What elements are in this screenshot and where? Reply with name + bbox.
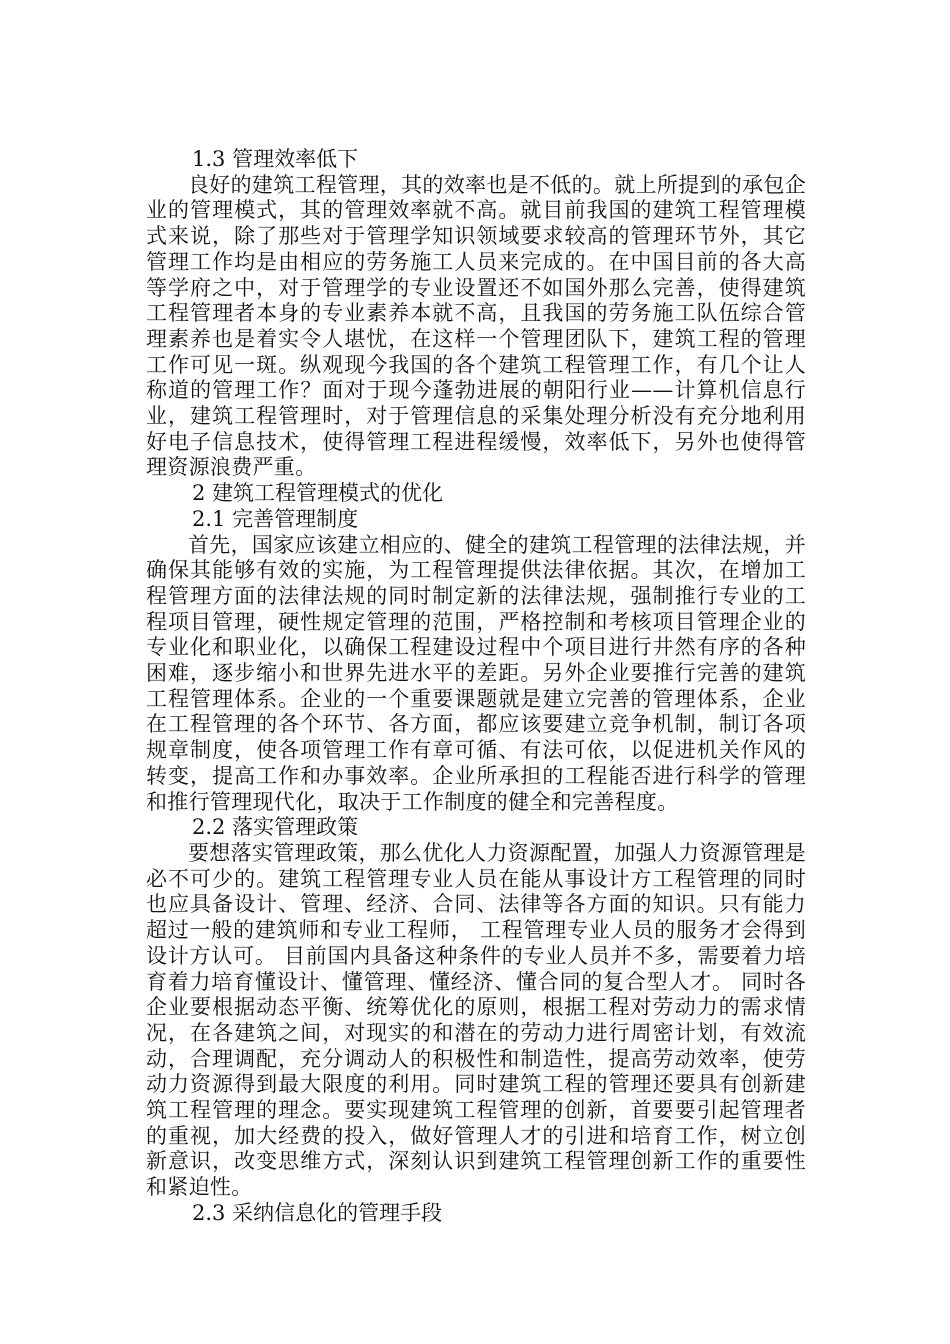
section-heading-2-3: 2.3 采纳信息化的管理手段 [192,1200,443,1225]
paragraph-efficiency: 良好的建筑工程管理，其的效率也是不低的。就上所提到的承包企业的管理模式，其的管理效率就不高。就目前我国的建筑工程管理模式来说，除了那些对于管理学知识领域要求较高的管理环节外，其它管理工作均是由相应的劳务施工人员来完成的。在中国目前的各大高等学府之中，对于管理学的专业设置还不如国外那么完善，使得建筑工程管理者本身的专业素养本就不高，且我国的劳务施工队伍综合管理素养也是着实令人堪忧，在这样一个管理团队下，建筑工程的管理工作可见一斑。纵观现今我国的各个建筑工程管理工作，有几个让人称道的管理工作？面对于现今蓬勃进展的朝阳行业——计算机信息行业，建筑工程管理时，对于管理信息的采集处理分析没有充分地利用好电子信息技术，使得管理工程进程缓慢，效率低下，另外也使得管理资源浪费严重。 [146,172,806,480]
paragraph-management-policy: 要想落实管理政策，那么优化人力资源配置，加强人力资源管理是必不可少的。建筑工程管理专业人员在能从事设计方工程管理的同时也应具备设计、管理、经济、合同、法律等各方面的知识。只有能力超过一般的建筑师和专业工程师， 工程管理专业人员的服务才会得到设计方认可。 目前国内具备这种条件的专业人员并不多，需要着力培育着力培育懂设计、懂管理、懂经济、懂合同的复合型人才。 同时各企业要根据动态平衡、统筹优化的原则，根据工程对劳动力的需求情况，在各建筑之间，对现实的和潜在的劳动力进行周密计划，有效流动，合理调配，充分调动人的积极性和制造性，提高劳动效率，使劳动力资源得到最大限度的利用。同时建筑工程的管理还要具有创新建筑工程管理的理念。要实现建筑工程管理的创新，首要要引起管理者的重视，加大经费的投入，做好管理人才的引进和培育工作，树立创新意识，改变思维方式，深刻认识到建筑工程管理创新工作的重要性和紧迫性。 [146,840,806,1200]
section-heading-2-2: 2.2 落实管理政策 [192,815,359,840]
paragraph-management-system: 首先，国家应该建立相应的、健全的建筑工程管理的法律法规，并确保其能够有效的实施，为工程管理提供法律依据。其次，在增加工程管理方面的法律法规的同时制定新的法律法规，强制推行专业的工程项目管理，硬性规定管理的范围，严格控制和考核项目管理企业的专业化和职业化，以确保工程建设过程中个项目进行井然有序的各种困难，逐步缩小和世界先进水平的差距。另外企业要推行完善的建筑工程管理体系。企业的一个重要课题就是建立完善的管理体系，企业在工程管理的各个环节、各方面，都应该要建立竞争机制，制订各项规章制度，使各项管理工作有章可循、有法可依，以促进机关作风的转变，提高工作和办事效率。企业所承担的工程能否进行科学的管理和推行管理现代化，取决于工作制度的健全和完善程度。 [146,532,806,814]
section-heading-1-3: 1.3 管理效率低下 [192,147,359,171]
section-heading-2-1: 2.1 完善管理制度 [192,506,359,531]
section-heading-2: 2 建筑工程管理模式的优化 [192,481,444,506]
document-page [146,147,806,1227]
